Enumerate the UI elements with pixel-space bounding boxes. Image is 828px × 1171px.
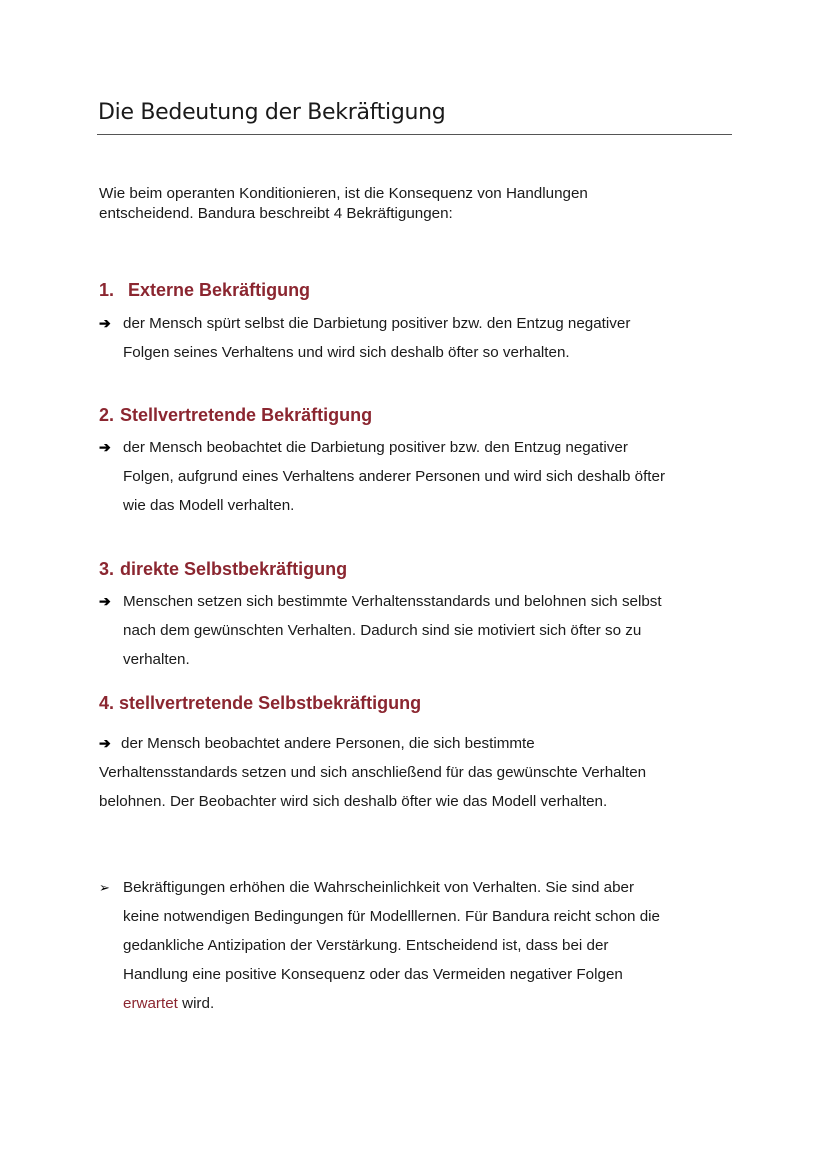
body-line: keine notwendigen Bedingungen für Modelllernen. Für Bandura reicht schon die bbox=[123, 908, 660, 925]
body-line: der Mensch beobachtet andere Personen, die sich bestimmte bbox=[121, 735, 535, 752]
body-line bbox=[99, 989, 660, 1018]
body-line: der Mensch spürt selbst die Darbietung positiver bzw. den Entzug negativer bbox=[123, 315, 631, 332]
page-title: Die Bedeutung der Bekräftigung bbox=[98, 100, 446, 125]
arrow-right-icon: ➔ bbox=[99, 735, 111, 751]
body-line: Folgen seines Verhaltens und wird sich deshalb öfter so verhalten. bbox=[123, 344, 570, 361]
arrow-right-icon: ➔ bbox=[99, 315, 111, 331]
bullet-arrow-icon: ➢ bbox=[99, 880, 110, 895]
section-number: 1. bbox=[99, 280, 115, 300]
section-body-3 bbox=[99, 587, 662, 674]
arrow-right-icon: ➔ bbox=[99, 593, 111, 609]
intro-line: entscheidend. Bandura beschreibt 4 Bekräftigungen: bbox=[99, 205, 453, 222]
section-heading-3 bbox=[99, 559, 347, 580]
section-title: Externe Bekräftigung bbox=[128, 280, 311, 300]
body-line: wie das Modell verhalten. bbox=[123, 497, 295, 514]
body-line: Handlung eine positive Konsequenz oder das Vermeiden negativer Folgen bbox=[123, 966, 623, 983]
section-title: Stellvertretende Bekräftigung bbox=[120, 405, 373, 425]
arrow-right-icon: ➔ bbox=[99, 439, 111, 455]
body-line: der Mensch beobachtet die Darbietung positiver bzw. den Entzug negativer bbox=[123, 439, 628, 456]
section-heading-4 bbox=[99, 693, 421, 714]
highlight-word: erwartet bbox=[123, 995, 178, 1012]
body-text: wird. bbox=[177, 995, 215, 1012]
body-line: Menschen setzen sich bestimmte Verhaltensstandards und belohnen sich selbst bbox=[123, 593, 662, 610]
note-paragraph bbox=[99, 873, 660, 1018]
body-line: Folgen, aufgrund eines Verhaltens anderer Personen und wird sich deshalb öfter bbox=[123, 468, 666, 485]
body-line: verhalten. bbox=[123, 651, 190, 668]
section-body-2 bbox=[99, 433, 665, 520]
section-number: 2. bbox=[99, 405, 115, 425]
body-line: nach dem gewünschten Verhalten. Dadurch sind sie motiviert sich öfter so zu bbox=[123, 622, 642, 639]
section-title: direkte Selbstbekräftigung bbox=[120, 559, 348, 579]
intro-paragraph bbox=[99, 184, 588, 224]
section-body-1 bbox=[99, 309, 630, 367]
section-title: stellvertretende Selbstbekräftigung bbox=[119, 693, 422, 713]
section-body-4 bbox=[99, 729, 646, 816]
section-heading-1 bbox=[99, 280, 310, 301]
title-underline bbox=[97, 134, 732, 135]
section-number: 4. bbox=[99, 693, 115, 713]
body-line: Bekräftigungen erhöhen die Wahrscheinlichkeit von Verhalten. Sie sind aber bbox=[123, 879, 635, 896]
body-line: gedankliche Antizipation der Verstärkung. Entscheidend ist, dass bei der bbox=[123, 937, 609, 954]
section-heading-2 bbox=[99, 405, 372, 426]
body-line: belohnen. Der Beobachter wird sich deshalb öfter wie das Modell verhalten. bbox=[99, 793, 608, 810]
intro-line: Wie beim operanten Konditionieren, ist die Konsequenz von Handlungen bbox=[99, 185, 588, 202]
section-number: 3. bbox=[99, 559, 115, 579]
body-line: Verhaltensstandards setzen und sich anschließend für das gewünschte Verhalten bbox=[99, 764, 647, 781]
